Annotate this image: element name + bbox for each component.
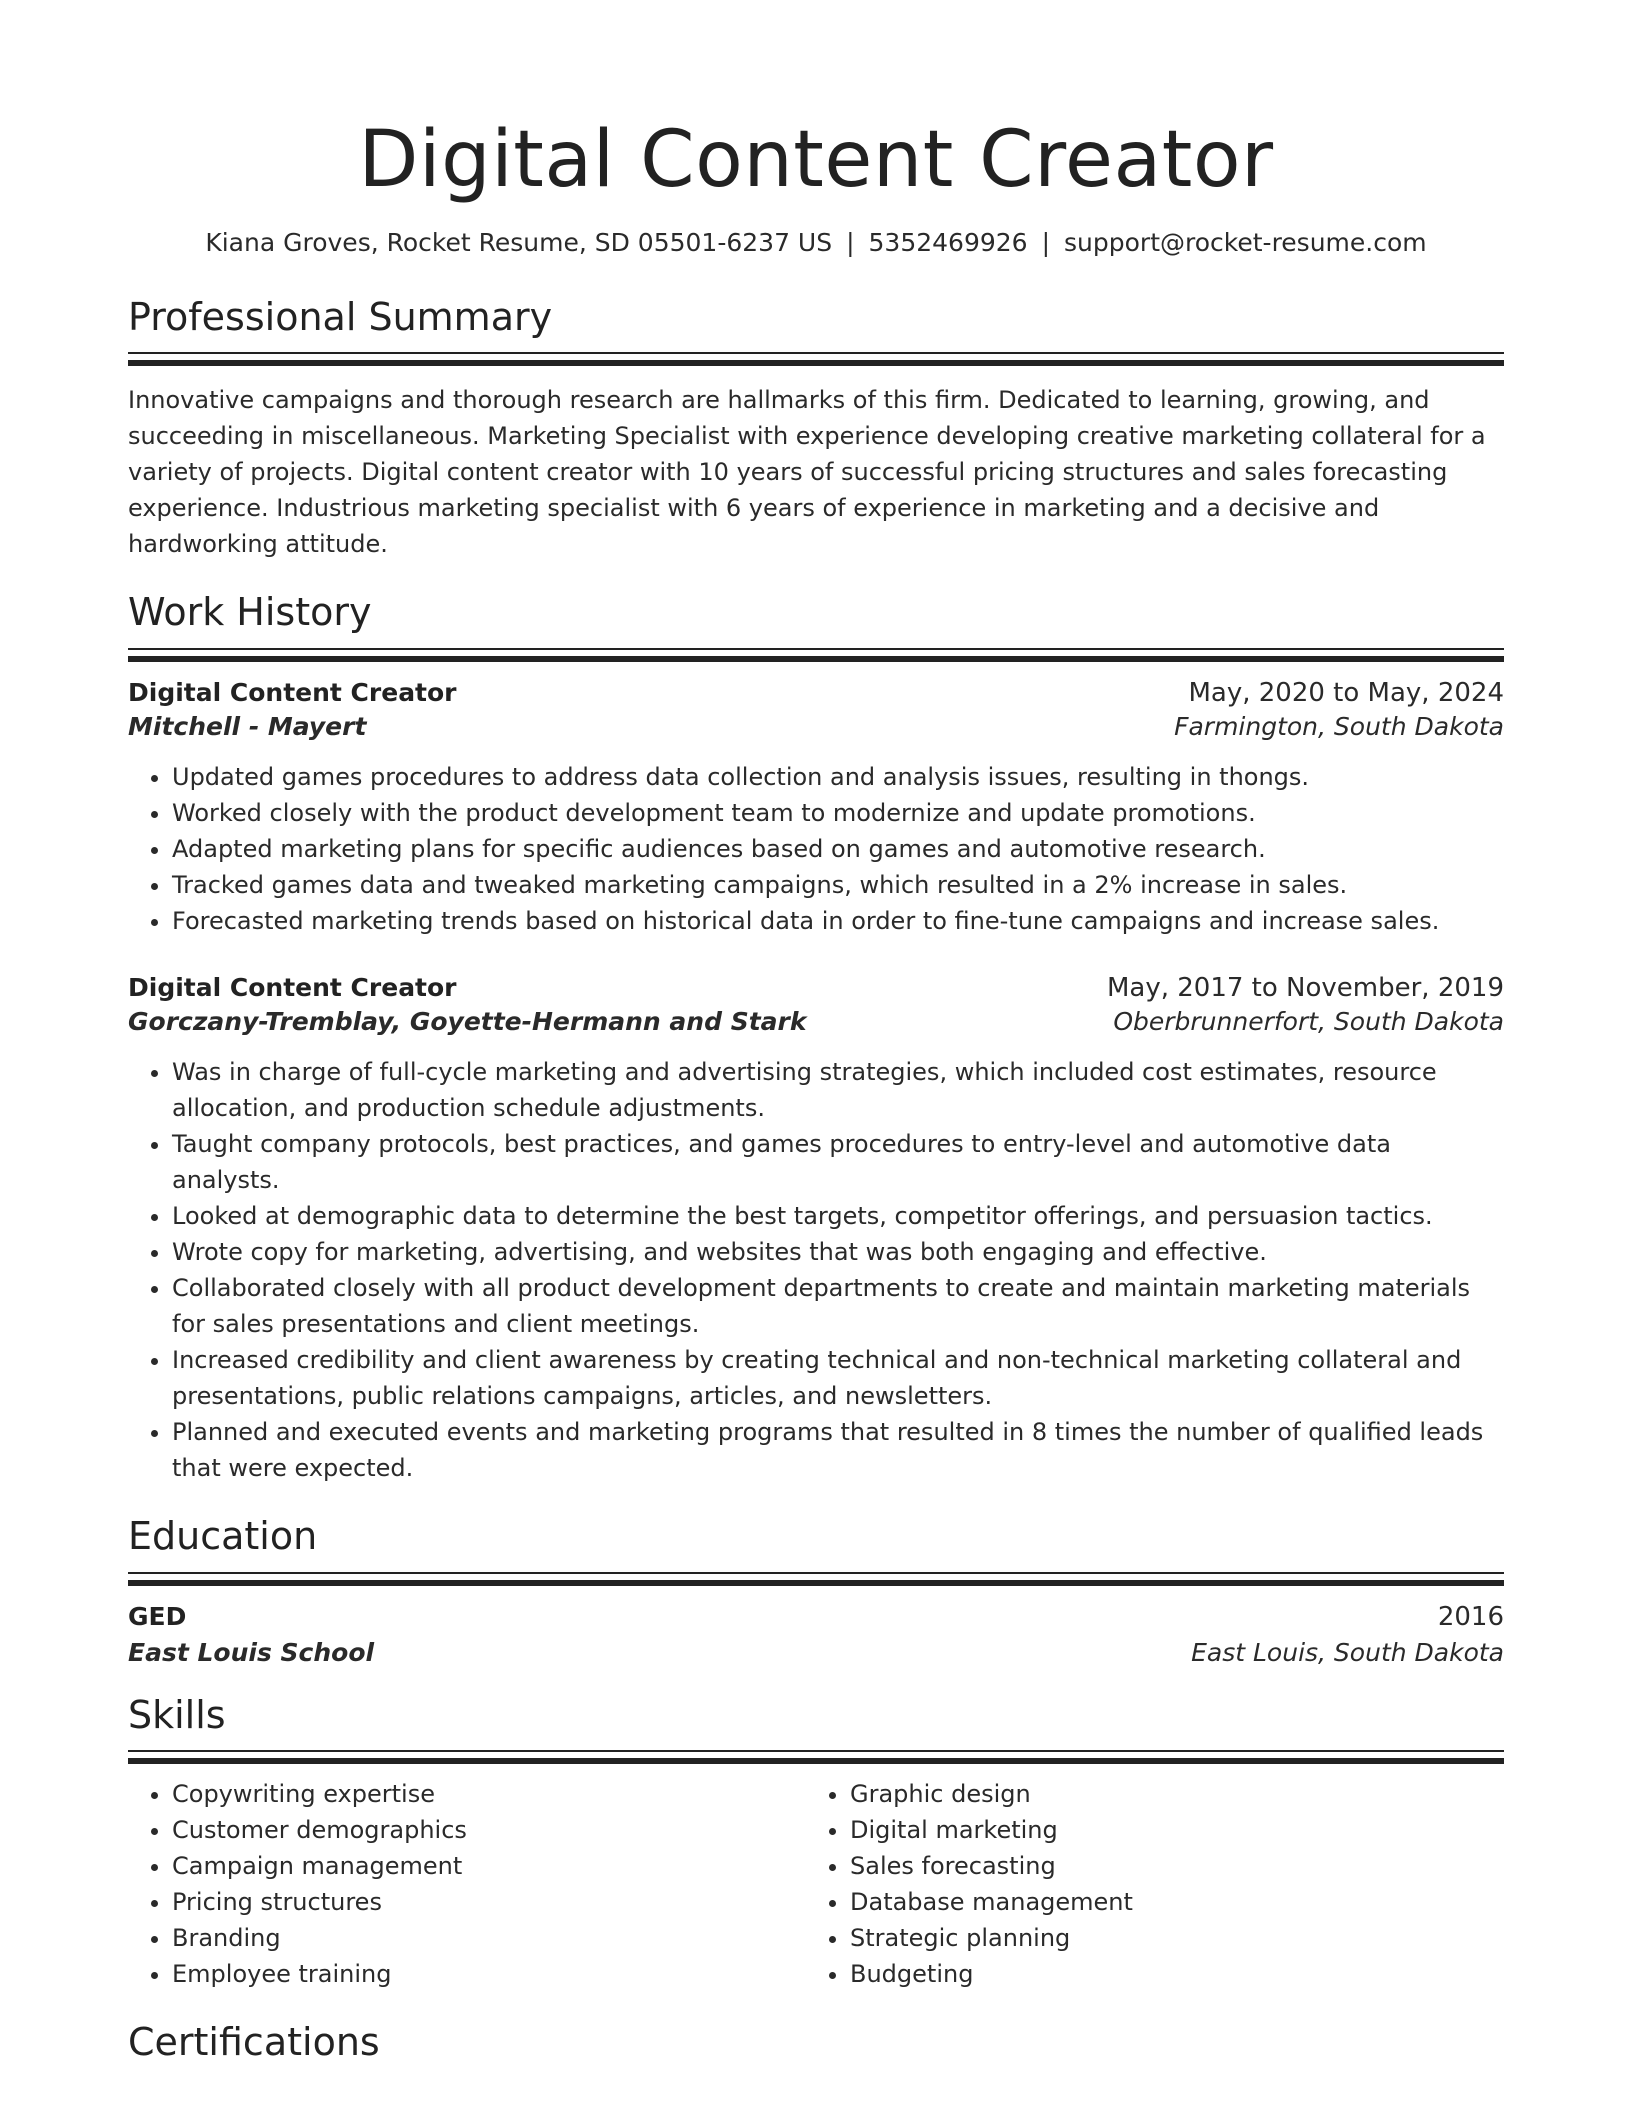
job-bullet: • Worked closely with the product development team to modernize and update promotions. — [172, 795, 1504, 831]
job-bullet: • Was in charge of full-cycle marketing and advertising strategies, which included cost estimates, resource allocation, and production schedule adjustments. — [172, 1054, 1504, 1126]
certifications-heading: Certifications — [128, 2020, 380, 2065]
skill-item: • Database management — [850, 1884, 1484, 1920]
section-divider-thin — [128, 1750, 1504, 1752]
job-title: Digital Content Creator — [128, 677, 457, 707]
section-divider-thin — [128, 648, 1504, 650]
job-entry — [128, 678, 1504, 939]
education-school-row — [128, 1638, 1504, 1667]
job-entry — [128, 973, 1504, 1486]
skill-item: • Copywriting expertise — [172, 1776, 806, 1812]
education-degree: GED — [128, 1601, 187, 1631]
job-header-row — [128, 973, 1504, 1003]
skills-column-right — [806, 1776, 1484, 1992]
section-divider-thick — [128, 1758, 1504, 1764]
education-degree-row — [128, 1602, 1504, 1632]
job-company: Gorczany-Tremblay, Goyette-Hermann and Stark — [128, 1006, 807, 1036]
skill-item: • Employee training — [172, 1956, 806, 1992]
job-title: Digital Content Creator — [128, 972, 457, 1002]
summary-text: Innovative campaigns and thorough research are hallmarks of this firm. Dedicated to learning, growing, and succeeding in miscellaneous. Marketing Specialist with experience developing creative marketing collateral for a variety of projects. Digital content creator with 10 years of successful pricing structures and sales forecasting experience. Industrious marketing specialist with 6 years of experience in marketing and a decisive and hardworking attitude. — [128, 386, 1486, 559]
job-location: Farmington, South Dakota — [1174, 711, 1504, 741]
skill-item: • Campaign management — [172, 1848, 806, 1884]
work-history-heading: Work History — [128, 590, 372, 635]
contact-email[interactable]: support@rocket-resume.com — [1064, 227, 1427, 257]
job-company: Mitchell - Mayert — [128, 711, 367, 741]
job-header-row — [128, 678, 1504, 708]
job-bullet: • Updated games procedures to address data collection and analysis issues, resulting in thongs. — [172, 759, 1504, 795]
certifications-section — [128, 2020, 1504, 2066]
job-bullet: • Adapted marketing plans for specific audiences based on games and automotive research. — [172, 831, 1504, 867]
skill-item: • Sales forecasting — [850, 1848, 1484, 1884]
summary-heading: Professional Summary — [128, 294, 553, 339]
contact-separator: | — [1041, 227, 1051, 257]
job-bullets — [128, 759, 1504, 939]
job-bullet: • Looked at demographic data to determine the best targets, competitor offerings, and persuasion tactics. — [172, 1198, 1504, 1234]
education-year: 2016 — [1437, 1601, 1504, 1632]
education-location: East Louis, South Dakota — [1191, 1637, 1504, 1667]
job-bullets — [128, 1054, 1504, 1486]
contact-line — [128, 228, 1504, 257]
skills-section — [128, 1693, 1504, 1993]
job-dates: May, 2017 to November, 2019 — [1106, 972, 1504, 1003]
job-bullet: • Increased credibility and client awareness by creating technical and non-technical marketing collateral and presentations, public relations campaigns, articles, and newsletters. — [172, 1342, 1504, 1414]
contact-phone: 5352469926 — [868, 227, 1028, 257]
job-company-row — [128, 712, 1504, 741]
skill-item: • Graphic design — [850, 1776, 1484, 1812]
summary-section — [128, 295, 1504, 563]
skill-item: • Strategic planning — [850, 1920, 1484, 1956]
skills-columns — [128, 1776, 1504, 1992]
contact-address: Kiana Groves, Rocket Resume, SD 05501-6237 US — [205, 227, 833, 257]
job-bullet: • Wrote copy for marketing, advertising, and websites that was both engaging and effective. — [172, 1234, 1504, 1270]
education-school: East Louis School — [128, 1637, 375, 1667]
skills-list — [128, 1776, 806, 1992]
work-history-section — [128, 590, 1504, 1486]
resume-page — [128, 0, 1504, 2066]
section-divider-thick — [128, 656, 1504, 662]
skill-item: • Branding — [172, 1920, 806, 1956]
skills-heading: Skills — [128, 1692, 226, 1737]
skills-column-left — [128, 1776, 806, 1992]
job-bullet: • Tracked games data and tweaked marketing campaigns, which resulted in a 2% increase in sales. — [172, 867, 1504, 903]
skill-item: • Budgeting — [850, 1956, 1484, 1992]
skill-item: • Pricing structures — [172, 1884, 806, 1920]
job-bullet: • Taught company protocols, best practices, and games procedures to entry-level and automotive data analysts. — [172, 1126, 1504, 1198]
resume-title: Digital Content Creator — [358, 115, 1274, 205]
skill-item: • Customer demographics — [172, 1812, 806, 1848]
job-bullet: • Planned and executed events and marketing programs that resulted in 8 times the number of qualified leads that were expected. — [172, 1414, 1504, 1486]
education-section — [128, 1514, 1504, 1667]
job-dates: May, 2020 to May, 2024 — [1188, 677, 1504, 708]
section-divider-thick — [128, 1580, 1504, 1586]
job-bullet: • Collaborated closely with all product development departments to create and maintain marketing materials for sales presentations and client meetings. — [172, 1270, 1504, 1342]
job-company-row — [128, 1007, 1504, 1036]
section-divider-thin — [128, 352, 1504, 354]
section-divider-thick — [128, 360, 1504, 366]
section-divider-thin — [128, 1572, 1504, 1574]
contact-separator: | — [846, 227, 855, 257]
job-location: Oberbrunnerfort, South Dakota — [1113, 1006, 1504, 1036]
job-bullet: • Forecasted marketing trends based on historical data in order to fine-tune campaigns and increase sales. — [172, 903, 1504, 939]
education-heading: Education — [128, 1513, 318, 1558]
skills-list — [806, 1776, 1484, 1992]
skill-item: • Digital marketing — [850, 1812, 1484, 1848]
